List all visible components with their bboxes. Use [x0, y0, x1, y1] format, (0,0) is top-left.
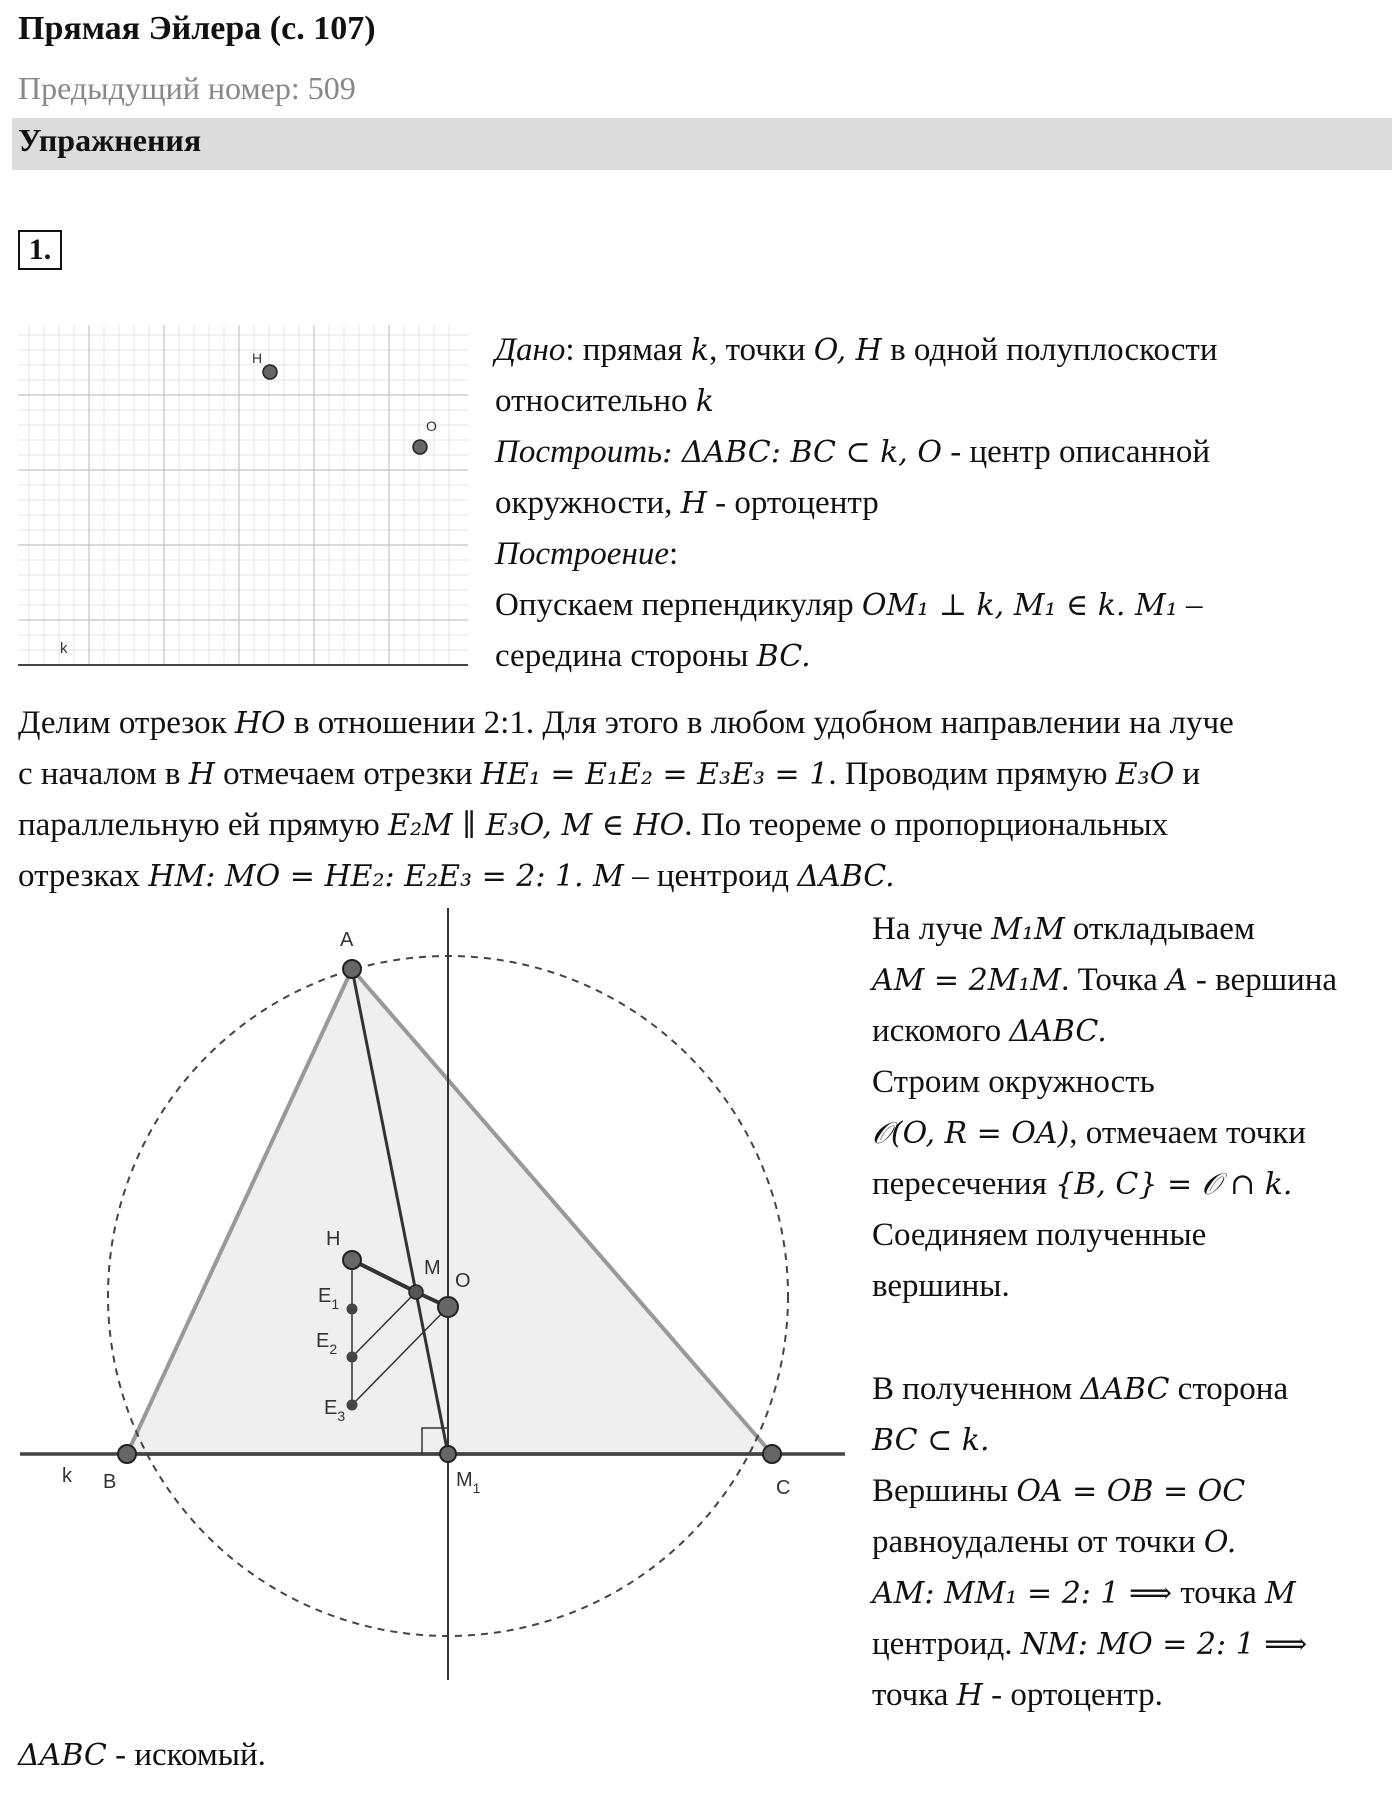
point-e1	[347, 1304, 358, 1315]
divide-line-1: Делим отрезок HO в отношении 2:1. Для этого в любом удобном направлении на луче	[18, 705, 1234, 741]
right-line-10: BC ⊂ k.	[872, 1423, 990, 1458]
given-line-2: относительно k	[495, 383, 714, 419]
right-line-11: Вершины OA = OB = OC	[872, 1473, 1246, 1509]
right-line-13: AM: MM₁ = 2: 1 ⟹ точка M	[872, 1575, 1296, 1611]
divide-line-2: с началом в H отмечаем отрезки HE₁ = E₁E₂ = E₃E₃ = 1. Проводим прямую E₃O и	[18, 756, 1201, 792]
label-a: A	[340, 929, 354, 951]
label-h: H	[326, 1228, 341, 1250]
figure-given	[18, 325, 468, 680]
right-line-7: Соединяем полученные	[872, 1217, 1207, 1253]
point-h	[343, 1251, 361, 1269]
given-line-5: Построение:	[495, 536, 679, 572]
given-line-7: середина стороны BC.	[495, 638, 811, 674]
label-k: k	[60, 640, 68, 657]
previous-number-link[interactable]: Предыдущий номер: 509	[18, 70, 356, 106]
label-e3: $E_3$	[324, 1397, 346, 1424]
label-c: C	[776, 1477, 791, 1499]
point-e2	[347, 1352, 358, 1363]
right-line-9: В полученном ΔABC сторона	[872, 1371, 1289, 1407]
label-b: B	[103, 1471, 117, 1493]
point-e3	[347, 1400, 358, 1411]
given-line-6: Опускаем перпендикуляр OM₁ ⊥ k, M₁ ∈ k. M₁ –	[495, 587, 1203, 623]
point-o	[438, 1297, 458, 1317]
label-m: M	[424, 1257, 441, 1279]
right-line-14: центроид. NM: MO = 2: 1 ⟹	[872, 1626, 1308, 1662]
label-e2: $E_2$	[316, 1330, 338, 1357]
point-h	[263, 365, 277, 379]
right-line-5: 𝒪(O, R = OA), отмечаем точки	[872, 1115, 1306, 1151]
label-o: O	[426, 418, 437, 434]
label-e1: $E_1$	[318, 1285, 340, 1312]
given-line-4: окружности, H - ортоцентр	[495, 485, 879, 521]
page-title: Прямая Эйлера (с. 107)	[18, 10, 376, 47]
right-line-8: вершины.	[872, 1268, 1010, 1304]
divide-line-4: отрезках HM: MO = HE₂: E₂E₃ = 2: 1. M – центроид ΔABC.	[18, 858, 895, 894]
right-line-3: искомого ΔABC.	[872, 1013, 1107, 1049]
point-m	[409, 1285, 423, 1299]
final-line: ΔABC - искомый.	[18, 1737, 266, 1773]
point-b	[118, 1445, 136, 1463]
section-title: Упражнения	[18, 122, 202, 158]
right-line-12: равноудалены от точки O.	[872, 1524, 1237, 1560]
right-line-2: AM = 2M₁M. Точка A - вершина	[872, 962, 1338, 998]
given-line-1: Дано: прямая k, точки O, H в одной полуплоскости	[495, 332, 1218, 368]
section-bar	[12, 118, 1392, 170]
figure-construction	[0, 900, 860, 1690]
right-line-6: пересечения {B, C} = 𝒪 ∩ k.	[872, 1166, 1293, 1202]
point-a	[343, 960, 361, 978]
label-k: k	[62, 1465, 72, 1487]
point-m1	[440, 1446, 456, 1462]
label-m1: $M_1$	[456, 1469, 481, 1496]
right-line-15: точка H - ортоцентр.	[872, 1677, 1163, 1713]
right-line-4: Строим окружность	[872, 1064, 1155, 1100]
label-o: O	[455, 1270, 471, 1292]
label-h: H	[252, 350, 263, 366]
given-line-3: Построить: ΔABC: BC ⊂ k, O - центр описанной	[495, 434, 1210, 470]
exercise-number: 1.	[18, 230, 62, 270]
right-line-1: На луче M₁M откладываем	[872, 911, 1255, 947]
divide-line-3: параллельную ей прямую E₂M ∥ E₃O, M ∈ HO. По теореме о пропорциональных	[18, 807, 1169, 843]
point-c	[763, 1445, 781, 1463]
point-o	[413, 440, 427, 454]
